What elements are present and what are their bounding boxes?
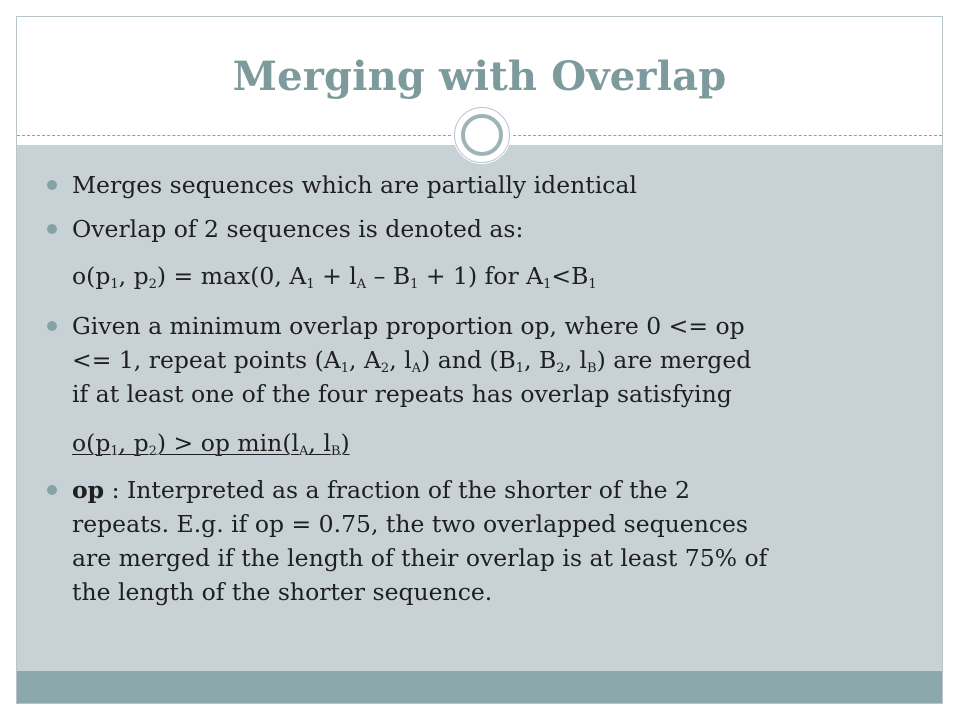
- slide: [16, 16, 943, 704]
- decorative-ring-icon: [453, 106, 511, 164]
- bullet-marker: [47, 321, 57, 331]
- bullet-3-line-1: Given a minimum overlap proportion op, where 0 <= op: [72, 312, 745, 340]
- bullet-marker: [47, 224, 57, 234]
- bullet-4-line-4: the length of the shorter sequence.: [72, 578, 493, 606]
- bullet-4-line-2: repeats. E.g. if op = 0.75, the two overlapped sequences: [72, 510, 748, 538]
- bullet-marker: [47, 485, 57, 495]
- bullet-3-line-2: <= 1, repeat points ($A_1$, $A_2$, $l_A$) and ($B_1$, $B_2$, $l_B$) are merged: [72, 346, 752, 376]
- merge-condition-formula: [72, 428, 350, 458]
- merge-condition-underlined: $o(p_1$, $p_2$) > op $\min(l_A$, $l_B$): [72, 429, 350, 459]
- op-term: op: [72, 476, 105, 504]
- bullet-marker: [47, 180, 57, 190]
- overlap-formula: $o(p_1$, $p_2) = \max(0$, $A_1 + l_A - B_1 + 1$) for $A_1<B_1$: [72, 262, 597, 292]
- bullet-1-text: Merges sequences which are partially identical: [72, 171, 637, 199]
- bullet-4-line-1: op : Interpreted as a fraction of the shorter of the 2: [72, 476, 690, 504]
- slide-title: Merging with Overlap: [232, 53, 727, 100]
- footer-band: [17, 671, 942, 704]
- bullet-3-line-3: if at least one of the four repeats has overlap satisfying: [72, 380, 732, 408]
- bullet-4-line-3: are merged if the length of their overlap is at least 75% of: [72, 544, 768, 572]
- bullet-2-text: Overlap of 2 sequences is denoted as:: [72, 215, 524, 243]
